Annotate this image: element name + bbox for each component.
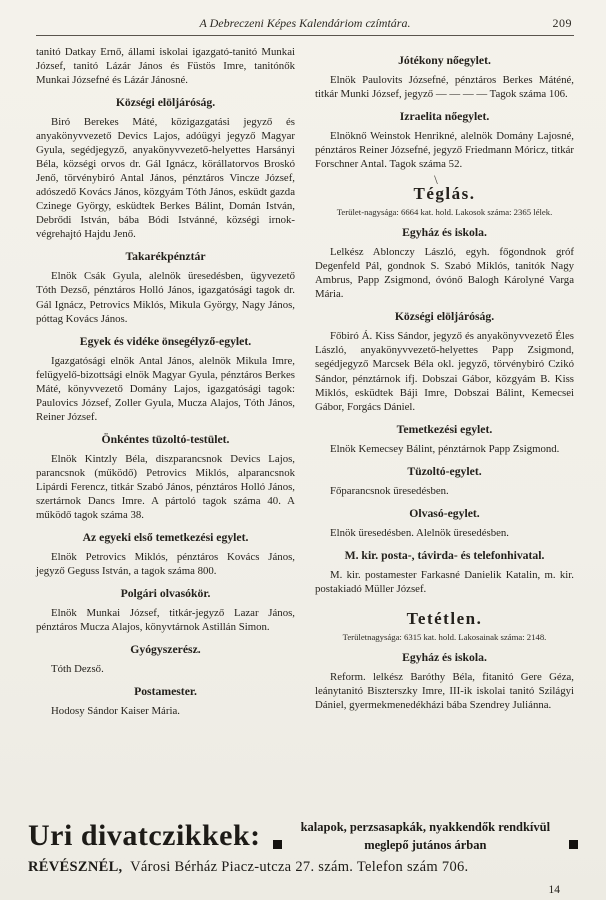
- page-number: 209: [552, 16, 572, 30]
- paragraph: Elnök Munkai József, titkár-jegyző Lazar János, pénztáros Mucza Alajos, könyvtárnok Astillán Simon.: [36, 607, 295, 634]
- ad-address-text: Városi Bérház Piacz-utcza 27. szám. Telefon szám 706.: [130, 859, 469, 875]
- paragraph: Reform. lelkész Baróthy Béla, fitanitó Gere Géza, leánytanitó Biszterszky Imre, III-ik iskolai tanitó Szilágyi Dániel, gyermekmenedékházi bába Szendrey Juliánna.: [315, 670, 574, 711]
- section-heading: Egyek és vidéke önsegélyző-egylet.: [79, 334, 252, 348]
- section-heading: Gyógyszerész.: [130, 643, 201, 657]
- paragraph: Elnök Paulovits Józsefné, pénztáros Berkes Máténé, titkár Munki József, jegyző — — — — Tagok száma 106.: [315, 74, 574, 101]
- square-bullet-icon: [273, 840, 282, 849]
- paragraph: M. kir. postamester Farkasné Danielik Katalin, m. kir. postakiadó Müller József.: [315, 568, 574, 595]
- column-left: [36, 45, 295, 719]
- header-rule: [36, 35, 574, 36]
- town-heading: Tetétlen.: [406, 608, 483, 628]
- paragraph: Főbiró Á. Kiss Sándor, jegyző és anyakönyvvezető Éles László, anyakönyvvezető-helyettes Papp Zsigmond, segédjegyző Marcsek Béla okl. jegyző, törvénybiró Czikó Sándor, pénztárnok ifj. Dobszai Gábor, közgyám B. Kiss Miklós, esküdtek Báji Imre, Dobszai Bálint, Kemecsei Gábor, Forgács Dániel.: [315, 330, 574, 413]
- section: [315, 651, 574, 712]
- section-heading: Jótékony nőegylet.: [398, 54, 491, 67]
- section-heading: Izraelita nőegylet.: [399, 110, 490, 124]
- advertisement: [28, 818, 578, 876]
- paragraph: Elnök üresedésben. Alelnök üresedésben.: [330, 526, 509, 539]
- town-block: [315, 172, 574, 218]
- section: [36, 531, 295, 578]
- section: [36, 587, 295, 634]
- section-heading: Postamester.: [134, 685, 197, 699]
- paragraph: Lelkész Ablonczy László, egyh. főgondnok gróf Degenfeld Pál, gondnok S. Szabó Miklós, tanitók Nagy Ambrus, Papp Zsigmond, óvónő Balogh Károlyné Varga Mária.: [315, 246, 574, 301]
- stray-mark: \: [434, 172, 438, 188]
- section-heading: Temetkezési egylet.: [396, 422, 493, 436]
- column-right: [315, 45, 574, 719]
- section-heading: Egyház és iskola.: [402, 226, 487, 240]
- section-heading: M. kir. posta-, távirda- és telefonhivatal.: [344, 548, 545, 562]
- paragraph: Elnöknő Weinstok Henrikné, alelnök Domány Lajosné, pénztáros Reiner Józsefné, jegyző Friedmann Móricz, titkár Forschner Antal. Tagok száma 52.: [315, 130, 574, 171]
- paragraph: Elnök Kintzly Béla, diszparancsnok Devics Lajos, parancsnok (működő) Petrovics Miklós, alparancsnok Lipárdi Ferencz, titkár Szabó János, pénztáros Holló János, szertárnok Dancs Imre. A pártoló tagok száma 40. A működő tagok száma 38.: [36, 452, 295, 521]
- section: [315, 110, 574, 171]
- section: [315, 507, 574, 540]
- paragraph: Hodosy Sándor Kaiser Mária.: [51, 705, 180, 718]
- town-block: [315, 609, 574, 642]
- section: [315, 310, 574, 413]
- town-heading: Téglás.: [413, 184, 476, 204]
- paragraph: Főparancsnok üresedésben.: [330, 484, 449, 497]
- section: [315, 54, 574, 101]
- ad-headline: Uri divatczikkek:: [28, 818, 261, 852]
- header-title: A Debreczeni Képes Kalendáriom czímtára.: [199, 16, 411, 30]
- paragraph: Tóth Dezső.: [51, 663, 104, 676]
- paragraph: Elnök Petrovics Miklós, pénztáros Kovács János, jegyző Geguss István, a tagok száma 800.: [36, 550, 295, 577]
- section-heading: Az egyeki első temetkezési egylet.: [82, 530, 249, 544]
- ad-tagline-line2: meglepő jutános árban: [364, 837, 487, 852]
- section-heading: Egyház és iskola.: [402, 650, 487, 664]
- paragraph: Elnök Kemecsey Bálint, pénztárnok Papp Zsigmond.: [330, 442, 560, 455]
- section: [315, 226, 574, 301]
- town-caption: Terület-nagysága: 6664 kat. hold. Lakosok száma: 2365 lélek.: [336, 207, 553, 218]
- section: [36, 643, 295, 676]
- ad-vendor-name: RÉVÉSZNÉL,: [28, 859, 123, 875]
- ad-top-row: [28, 818, 578, 854]
- section-heading: Önkéntes tüzoltó-testület.: [101, 432, 230, 446]
- section: [315, 423, 574, 456]
- ad-tagline: [273, 818, 578, 854]
- section-heading: Polgári olvasókör.: [120, 587, 211, 601]
- town-caption: Területnagysága: 6315 kat. hold. Lakosainak száma: 2148.: [342, 631, 547, 642]
- ad-tagline-line2-row: [273, 836, 578, 854]
- running-header: [36, 16, 574, 31]
- footer-signature: 14: [548, 884, 560, 896]
- ad-tagline-line1: kalapok, perzsasapkák, nyakkendők rendkívül: [300, 819, 551, 834]
- section: [36, 685, 295, 718]
- section: [36, 45, 295, 87]
- ad-address-row: [28, 859, 578, 876]
- section: [315, 465, 574, 498]
- section-heading: Takarékpénztár: [125, 250, 206, 264]
- paragraph: tanitó Datkay Ernő, állami iskolai igazgató-tanitó Munkai József, tanitó Lázár János és Füstös Imre, tanitónők Munkai Józsefné és Lázár Jánosné.: [36, 46, 295, 87]
- paragraph: Elnök Csák Gyula, alelnök üresedésben, ügyvezető Tóth Dezső, pénztáros Holló János, igazgatósági tagok dr. Gál Ignácz, Petrovics Miklós, Mikula György, Nagy János, póttag Kovács János.: [36, 270, 295, 325]
- paragraph: Igazgatósági elnök Antal János, alelnök Mikula Imre, felügyelő-bizottsági elnök Magyar Gyula, pénztáros Berkes Máté, könyvvezető Domány Lajos, igazgatósági tagok: Paulovics József, Zoller Gyula, Mucza Alajos, Tóth János, Reiner József.: [36, 354, 295, 423]
- section-heading: Olvasó-egylet.: [409, 506, 480, 520]
- section: [315, 549, 574, 596]
- section: [36, 96, 295, 241]
- section-heading: Községi elöljáróság.: [394, 310, 495, 324]
- section-heading: Községi elöljáróság.: [115, 96, 216, 110]
- section: [36, 335, 295, 424]
- paragraph: Biró Berekes Máté, közigazgatási jegyző és anyakönyvvezető Devics Lajos, adóügyi jegyző Magyar Gyula, segédjegyző, anyakönyvvezető-helyettes Harsányi Béla, községi orvos dr. Gál Ignácz, körállatorvos Broskó Jenő, törvénybiró Antal János, pénztáros Vincze József, adószedő Kovács János, közgyám Tóth János, esküdt gazda Czinege György, esküdtek Berkes Bálint, Domán István, Debrődi István, bába Bódi Istvánné, községi irnok-végrehajtó Hajdu Jenő.: [36, 116, 295, 241]
- square-bullet-icon: [569, 840, 578, 849]
- section: [36, 250, 295, 325]
- section: [36, 433, 295, 522]
- text-columns: [36, 45, 574, 719]
- section-heading: Tüzoltó-egylet.: [407, 464, 482, 478]
